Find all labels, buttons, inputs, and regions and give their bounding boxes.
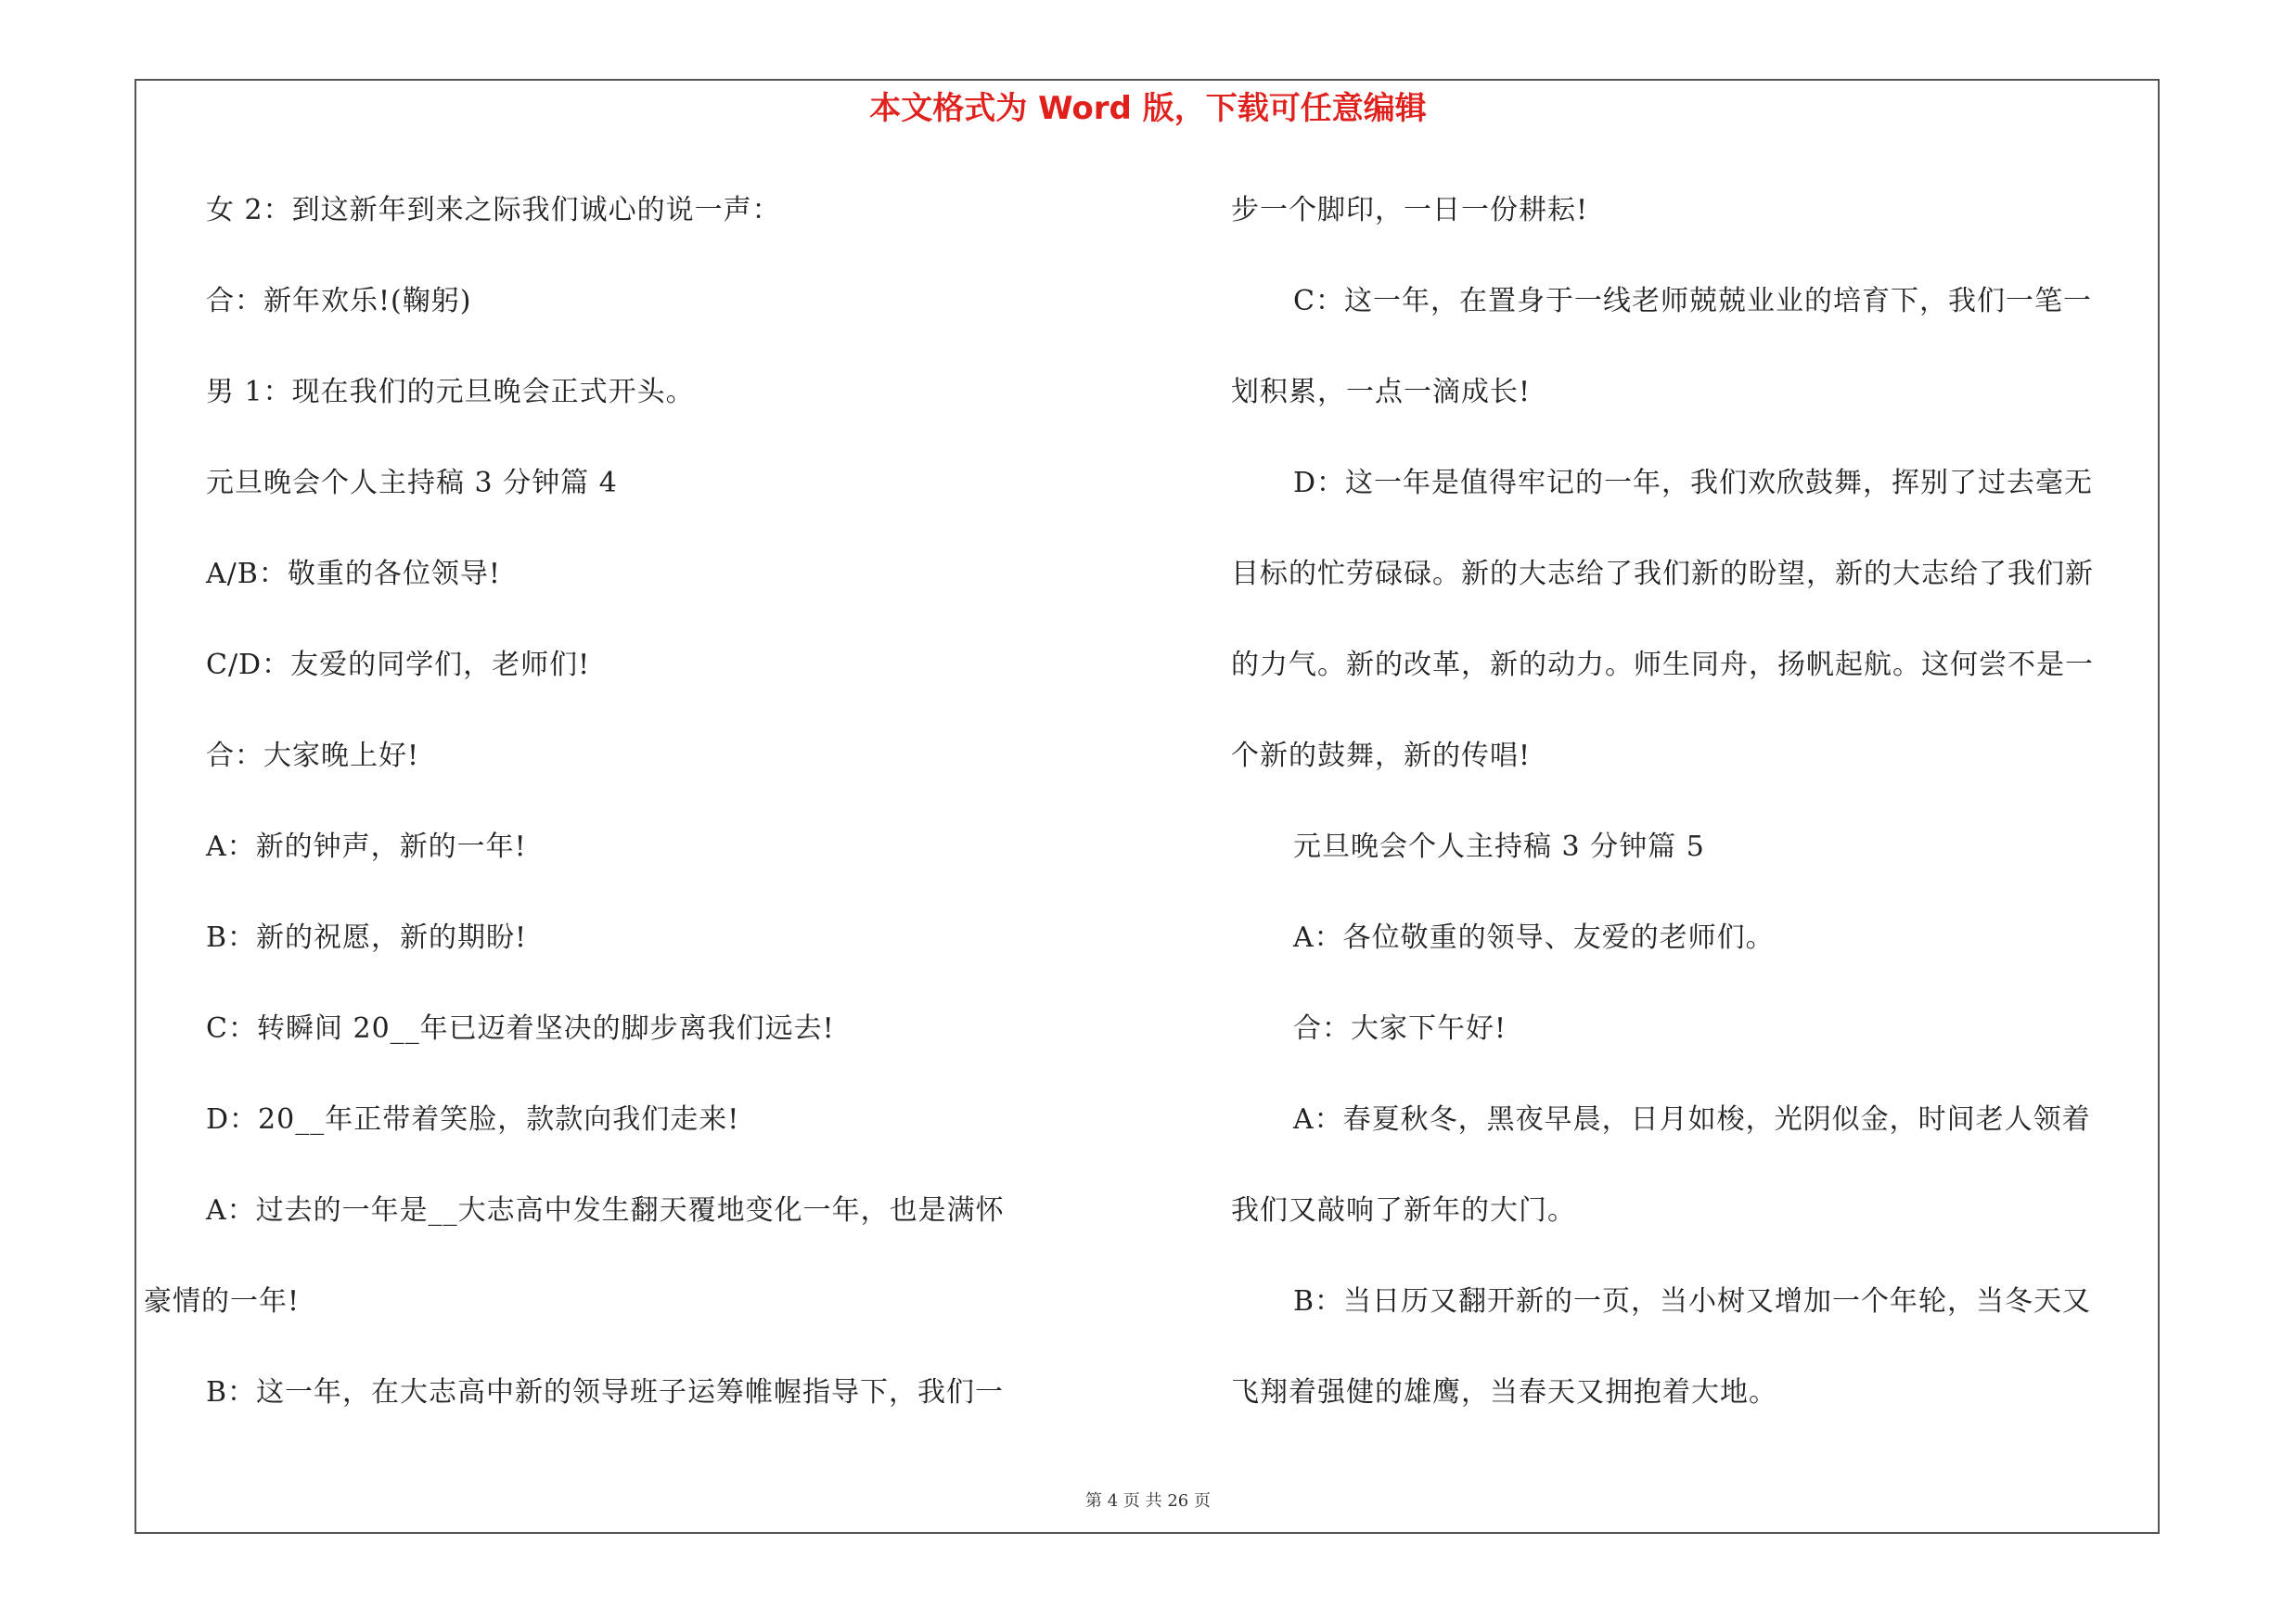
paragraph-line: A：新的钟声，新的一年! [206,831,527,863]
paragraph-line: D：这一年是值得牢记的一年，我们欢欣鼓舞，挥别了过去毫无 [1293,467,2094,499]
paragraph-line: 我们又敲响了新年的大门。 [1231,1194,1576,1227]
paragraph-line: 飞翔着强健的雄鹰，当春天又拥抱着大地。 [1231,1376,1777,1409]
section-heading: 元旦晚会个人主持稿 3 分钟篇 4 [206,467,618,499]
paragraph-line: 豪情的一年! [144,1285,301,1318]
paragraph-line: 男 1：现在我们的元旦晚会正式开头。 [206,376,695,408]
paragraph-line: C：这一年，在置身于一线老师兢兢业业的培育下，我们一笔一 [1293,285,2092,317]
paragraph-line: B：新的祝愿，新的期盼! [206,921,528,954]
paragraph-line: 步一个脚印，一日一份耕耘! [1231,194,1589,226]
paragraph-line: B：当日历又翻开新的一页，当小树又增加一个年轮，当冬天又 [1293,1285,2092,1318]
paragraph-line: 个新的鼓舞，新的传唱! [1231,740,1532,772]
paragraph-line: B：这一年，在大志高中新的领导班子运筹帷幄指导下，我们一 [206,1376,1005,1409]
paragraph-line: 合：大家下午好! [1293,1012,1507,1045]
paragraph-line: 划积累，一点一滴成长! [1231,376,1532,408]
paragraph-line: 女 2：到这新年到来之际我们诚心的说一声： [206,194,781,226]
paragraph-line: 合：大家晚上好! [206,740,420,772]
paragraph-line: A：过去的一年是__大志高中发生翻天覆地变化一年，也是满怀 [206,1194,1005,1227]
page-number-footer: 第 4 页 共 26 页 [1085,1491,1211,1511]
paragraph-line: A：春夏秋冬，黑夜早晨，日月如梭，光阴似金，时间老人领着 [1293,1103,2091,1136]
format-notice-banner: 本文格式为 Word 版，下载可任意编辑 [869,90,1427,127]
paragraph-line: C：转瞬间 20__年已迈着坚决的脚步离我们远去! [206,1012,835,1045]
paragraph-line: 的力气。新的改革，新的动力。师生同舟，扬帆起航。这何尝不是一 [1231,649,2094,681]
paragraph-line: D：20__年正带着笑脸，款款向我们走来! [206,1103,740,1136]
section-heading: 元旦晚会个人主持稿 3 分钟篇 5 [1293,831,1705,863]
paragraph-line: A：各位敬重的领导、友爱的老师们。 [1293,921,1775,954]
paragraph-line: A/B：敬重的各位领导! [206,558,501,590]
paragraph-line: 合：新年欢乐!(鞠躬) [206,285,472,317]
paragraph-line: 目标的忙劳碌碌。新的大志给了我们新的盼望，新的大志给了我们新 [1231,558,2094,590]
paragraph-line: C/D：友爱的同学们，老师们! [206,649,591,681]
